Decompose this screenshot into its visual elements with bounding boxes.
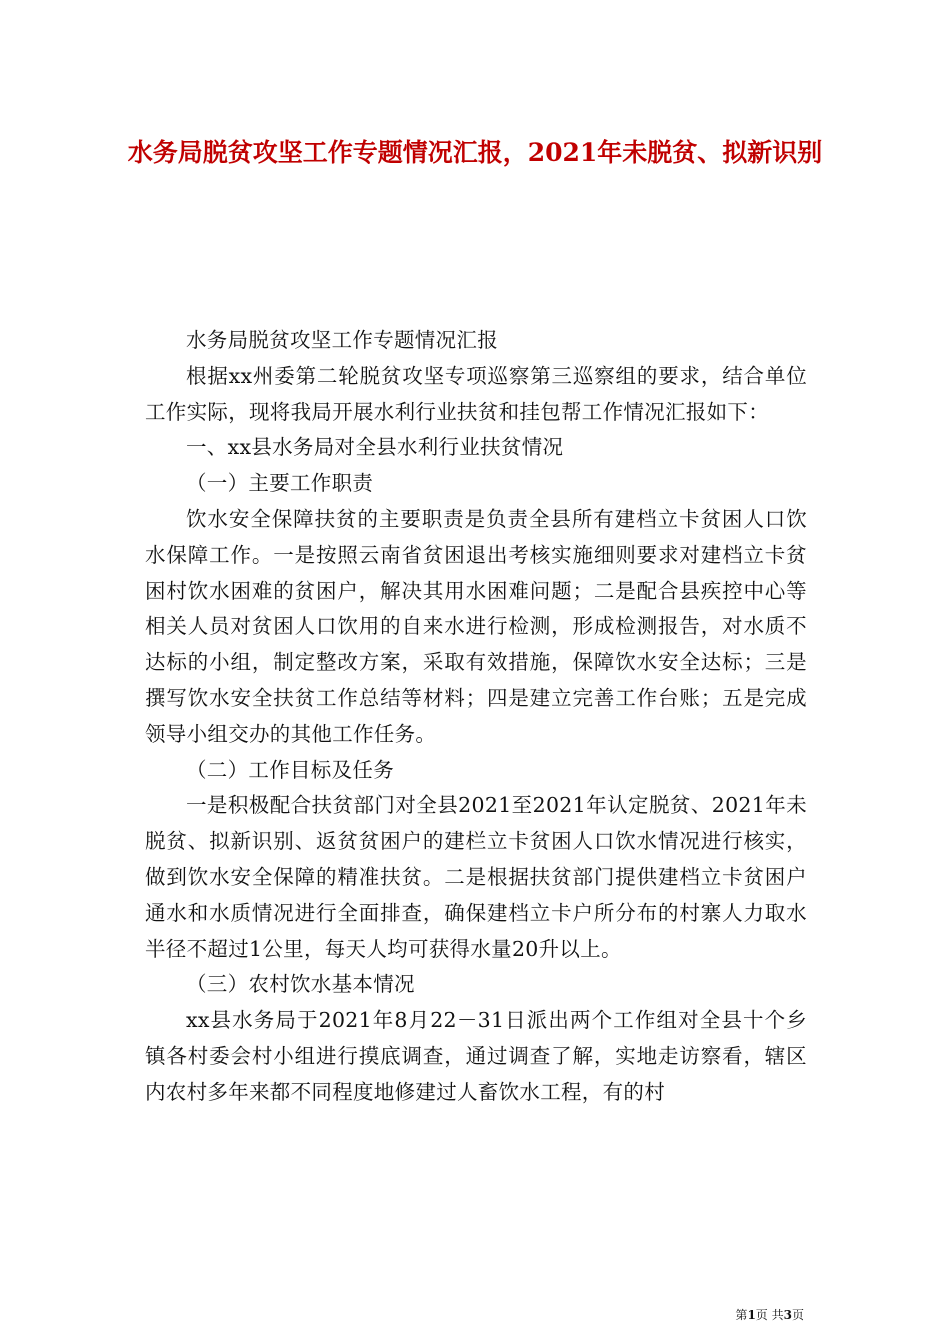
- subsection-heading-3: （三）农村饮水基本情况: [186, 972, 415, 997]
- document-title: 水务局脱贫攻坚工作专题情况汇报，2021年未脱贫、拟新识别: [127, 138, 823, 167]
- subsection-heading-1: （一）主要工作职责: [186, 471, 374, 496]
- situation-paragraph: xx县水务局于2021年8月22－31日派出两个工作组对全县十个乡镇各村委会村小组进行摸底调查，通过调查了解，实地走访察看，辖区内农村多年来都不同程度地修建过人畜饮水工程，有的村: [145, 1008, 807, 1104]
- footer-total-pages: 3: [783, 1308, 792, 1322]
- duties-paragraph: 饮水安全保障扶贫的主要职责是负责全县所有建档立卡贫困人口饮水保障工作。一是按照云南省贫困退出考核实施细则要求对建档立卡贫困村饮水困难的贫困户，解决其用水困难问题；二是配合县疾控中心等相关人员对贫困人口饮用的自来水进行检测，形成检测报告，对水质不达标的小组，制定整改方案，采取有效措施，保障饮水安全达标；三是撰写饮水安全扶贫工作总结等材料；四是建立完善工作台账；五是完成领导小组交办的其他工作任务。: [145, 506, 807, 746]
- subsection-heading-2: （二）工作目标及任务: [186, 757, 394, 782]
- goals-paragraph: 一是积极配合扶贫部门对全县2021至2021年认定脱贫、2021年未脱贫、拟新识别、返贫贫困户的建栏立卡贫困人口饮水情况进行核实，做到饮水安全保障的精准扶贫。二是根据扶贫部门提供建档立卡贫困户通水和水质情况进行全面排查，确保建档立卡户所分布的村寨人力取水半径不超过1公里，每天人均可获得水量20升以上。: [145, 793, 807, 961]
- document-body: [145, 323, 807, 1111]
- footer-suffix: 页: [791, 1308, 804, 1322]
- footer-prefix: 第: [735, 1308, 748, 1322]
- page-footer: [735, 1307, 804, 1323]
- footer-page-number: 1: [747, 1308, 756, 1322]
- section-heading-1: 一、xx县水务局对全县水利行业扶贫情况: [186, 435, 564, 460]
- footer-middle: 页 共: [755, 1308, 784, 1322]
- report-subtitle: 水务局脱贫攻坚工作专题情况汇报: [186, 328, 498, 352]
- intro-paragraph: 根据xx州委第二轮脱贫攻坚专项巡察第三巡察组的要求，结合单位工作实际，现将我局开展水利行业扶贫和挂包帮工作情况汇报如下：: [145, 363, 807, 424]
